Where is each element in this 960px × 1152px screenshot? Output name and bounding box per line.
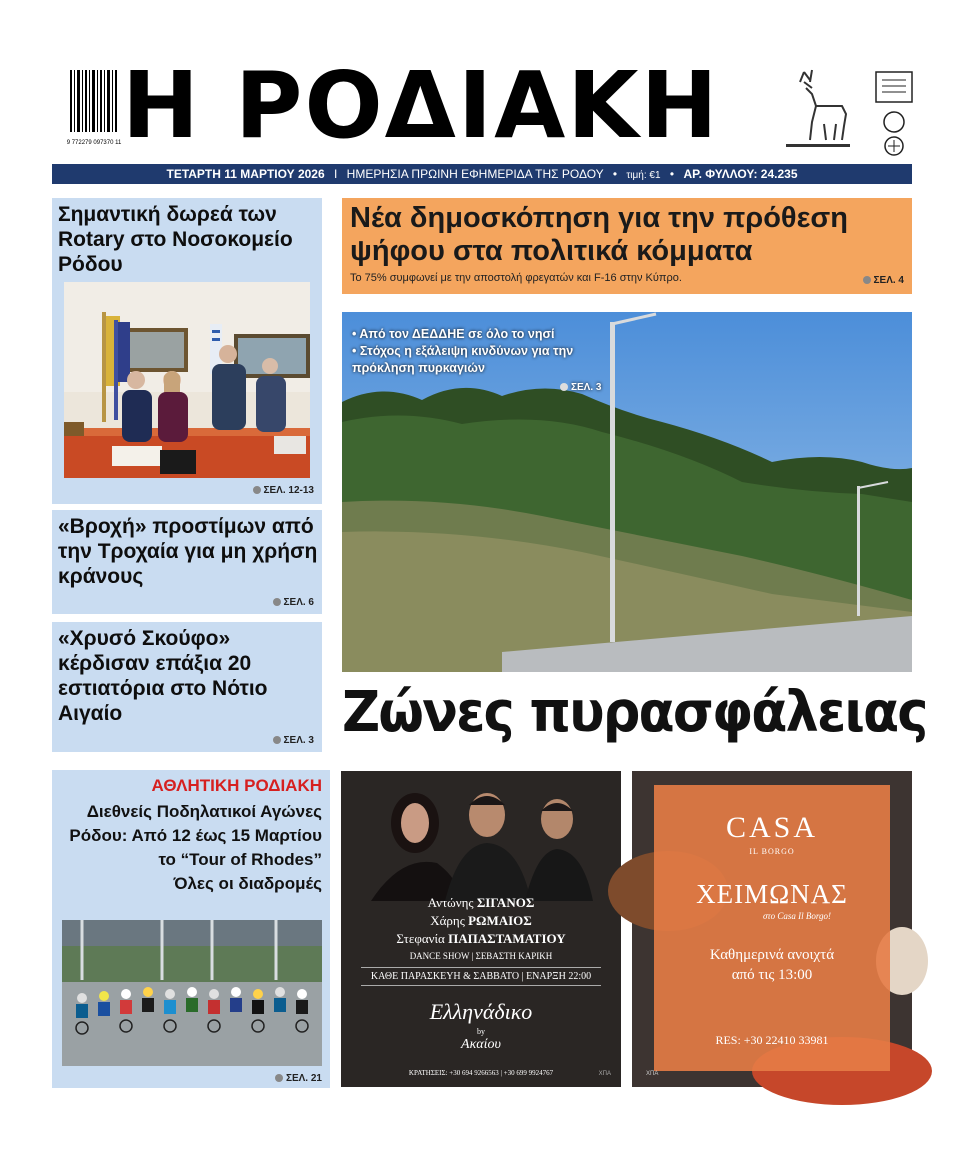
- sports-line: Όλες οι διαδρομές: [173, 874, 322, 893]
- publisher-badges-icon: [874, 70, 914, 158]
- casa-hours-2: από τις 13:00: [731, 967, 813, 983]
- singer-3: Στεφανία ΠΑΠΑΣΤΑΜΑΤΙΟΥ: [396, 931, 566, 946]
- casa-reservations[interactable]: RES: +30 22410 33981: [715, 1033, 829, 1047]
- sports-page-ref[interactable]: ΣΕΛ. 21: [275, 1073, 322, 1084]
- poll-headline[interactable]: Νέα δημοσκόπηση για την πρόθεση ψήφου στα πολιτικά κόμματα: [350, 202, 848, 267]
- barcode-number: 9 772279 097370 11: [66, 140, 122, 146]
- masthead-title: Η ΡΟΔΙΑΚΗ: [122, 52, 720, 159]
- casa-brand: CASA: [725, 811, 819, 844]
- ad2-credit: ΧΠΑ: [646, 1071, 659, 1077]
- sports-headline[interactable]: [60, 800, 322, 896]
- cycling-photo[interactable]: [62, 920, 322, 1066]
- singer-2: Χάρης ΡΩΜΑΙΟΣ: [430, 913, 532, 928]
- fire-bullets: [352, 326, 622, 377]
- schedule: ΚΑΘΕ ΠΑΡΑΣΚΕΥΗ & ΣΑΒΒΑΤΟ | ΕΝΑΡΞΗ 22:00: [370, 971, 592, 982]
- sports-line: Διεθνείς Ποδηλατικοί Αγώνες: [86, 802, 322, 821]
- fire-page-ref[interactable]: ΣΕΛ. 3: [560, 382, 601, 393]
- ad1-credit: ΧΠΑ: [598, 1071, 611, 1077]
- barcode: [66, 70, 122, 148]
- ellinadiko-brand-by: by: [477, 1027, 485, 1036]
- sports-line: Ρόδου: Από 12 έως 15 Μαρτίου: [69, 826, 322, 845]
- rotary-headline[interactable]: Σημαντική δωρεά των Rotary στο Νοσοκομείο Ρόδου: [58, 203, 293, 276]
- ad-casa-il-borgo[interactable]: [632, 771, 912, 1087]
- fire-bullet: • Στόχος η εξάλειψη κινδύνων για την πρόκληση πυρκαγιών: [352, 344, 574, 375]
- rotary-photo[interactable]: [64, 282, 310, 478]
- performers-photo: [341, 771, 621, 901]
- dateline-bar: ΤΕΤΑΡΤΗ 11 ΜΑΡΤΙΟΥ 2026 I ΗΜΕΡΗΣΙΑ ΠΡΩΙΝΗ ΕΦΗΜΕΡΙΔΑ ΤΗΣ ΡΟΔΟΥ • τιμή: €1 • ΑΡ. ΦΥΛΛΟΥ: 24.235: [52, 164, 912, 184]
- main-headline[interactable]: Ζώνες πυρασφάλειας: [342, 680, 927, 745]
- restaurants-headline[interactable]: «Χρυσό Σκούφο» κέρδισαν επάξια 20 εστιατόρια στο Νότιο Αιγαίο: [58, 627, 268, 725]
- casa-season: ΧΕΙΜΩΝΑΣ: [696, 879, 848, 909]
- restaurants-page-ref[interactable]: ΣΕΛ. 3: [273, 735, 314, 746]
- fines-page-ref[interactable]: ΣΕΛ. 6: [273, 597, 314, 608]
- issue-date: ΤΕΤΑΡΤΗ 11 ΜΑΡΤΙΟΥ 2026: [166, 167, 325, 181]
- sports-line: το “Tour of Rhodes”: [158, 850, 322, 869]
- casa-season-sub: στο Casa Il Borgo!: [762, 911, 832, 921]
- story-fines[interactable]: [52, 510, 322, 614]
- singer-1: Αντώνης ΣΙΓΑΝΟΣ: [427, 895, 535, 910]
- deer-logo-icon: [782, 66, 854, 150]
- issue-number: ΑΡ. ΦΥΛΛΟΥ: 24.235: [683, 167, 798, 181]
- poll-page-ref[interactable]: ΣΕΛ. 4: [863, 275, 904, 286]
- casa-hours-1: Καθημερινά ανοιχτά: [709, 947, 835, 963]
- story-rotary[interactable]: [52, 198, 322, 504]
- rotary-page-ref[interactable]: ΣΕΛ. 12-13: [253, 485, 314, 496]
- story-sports[interactable]: [52, 770, 330, 1088]
- fire-bullet: • Από τον ΔΕΔΔΗΕ σε όλο το νησί: [352, 327, 555, 341]
- poll-subheadline: Το 75% συμφωνεί με την αποστολή φρεγατών και F-16 στην Κύπρο.: [350, 272, 682, 284]
- casa-brand-sub: IL BORGO: [749, 847, 795, 856]
- ellinadiko-contacts[interactable]: ΚΡΑΤΗΣΕΙΣ: +30 694 9266563 | +30 699 9924767: [408, 1069, 554, 1077]
- story-poll[interactable]: [342, 198, 912, 294]
- dance-show: DANCE SHOW | ΣΕΒΑΣΤΗ ΚΑΡΙΚΗ: [409, 951, 553, 961]
- fines-headline[interactable]: «Βροχή» προστίμων από την Τροχαία για μη χρήση κράνους: [58, 515, 318, 588]
- story-restaurants[interactable]: [52, 622, 322, 752]
- ellinadiko-brand: Ελληνάδικο: [429, 999, 533, 1024]
- sports-kicker: ΑΘΛΗΤΙΚΗ ΡΟΔΙΑΚΗ: [151, 776, 322, 795]
- price: τιμή: €1: [626, 170, 661, 181]
- tagline: ΗΜΕΡΗΣΙΑ ΠΡΩΙΝΗ ΕΦΗΜΕΡΙΔΑ ΤΗΣ ΡΟΔΟΥ: [346, 167, 604, 181]
- ad-ellinadiko[interactable]: [341, 771, 621, 1087]
- ellinadiko-brand-sub: Ακαίου: [461, 1037, 501, 1052]
